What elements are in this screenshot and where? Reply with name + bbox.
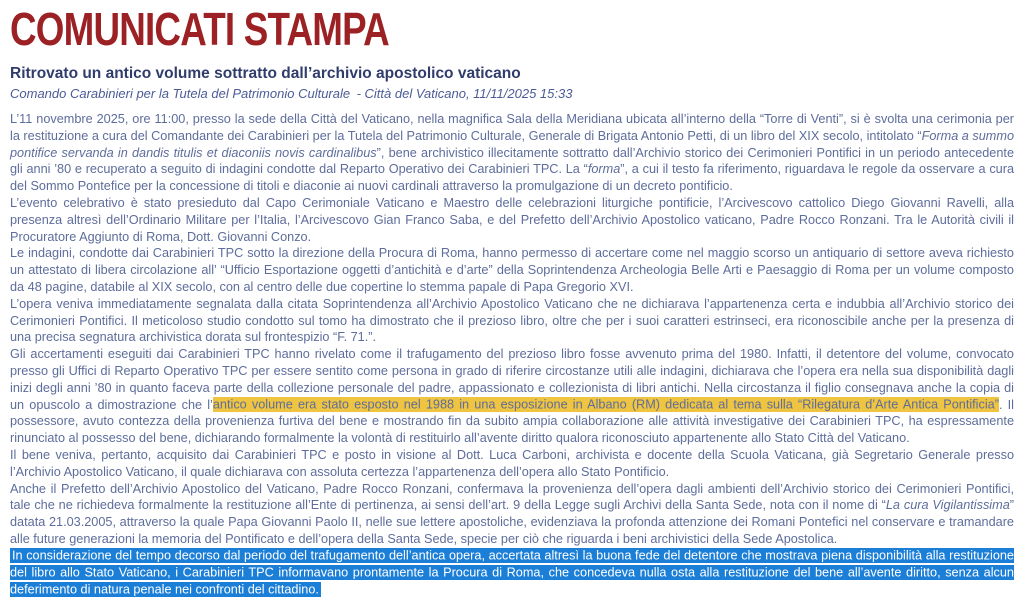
article-body <box>10 111 1014 598</box>
body-text: . Il possessore, avuto contezza della provenienza furtiva del bene e mostrando fin da subito ampia collaborazione alle attività investigative dei Carabinieri TPC, ha espressamente rinunciato al possesso del bene, dichiarando formalmente la volontà di restituirlo all’avente diritto qualora riconosciuto appartenente allo Stato Città del Vaticano. <box>10 397 1014 446</box>
article-paragraph <box>10 481 1014 548</box>
article-paragraph <box>10 548 1014 598</box>
article-paragraph <box>10 346 1014 447</box>
italic-text: Forma a summo pontifice servanda in dandis titulis et diaconiis novis cardinalibus <box>10 128 1014 160</box>
body-text: L’evento celebrativo è stato presieduto dal Capo Cerimoniale Vaticano e Maestro delle celebrazioni liturgiche pontificie, l’Arcivescovo cattolico Diego Giovanni Ravelli, alla presenza altresì dell’Ordinario Militare per l’Italia, l’Arcivescovo Gian Franco Saba, e del Prefetto dell’Archivio Apostolico vaticano, Padre Rocco Ronzani. Tra le Autorità civili il Procuratore Aggiunto di Roma, Dott. Giovanni Conzo. <box>10 195 1014 244</box>
highlighted-text-blue: In considerazione del tempo decorso dal periodo del trafugamento dell’antica opera, accertata altresì la buona fede del detentore che mostrava piena disponibilità alla restituzione del libro allo Stato Vaticano, i Carabinieri TPC informavano prontamente la Procura di Roma, che concedeva nulla osta alla restituzione del bene all’avente diritto, senza alcun deferimento di natura penale nei confronti del cittadino. <box>10 548 1014 597</box>
body-text: Il bene veniva, pertanto, acquisito dai Carabinieri TPC e posto in visione al Dott. Luca Carboni, archivista e docente della Scuola Vaticana, già Segretario Generale presso l’Archivio Apostolico Vaticano, il quale dichiarava con assoluta certezza l’appartenenza dell’opera allo Stato Pontificio. <box>10 447 1014 479</box>
body-text: ” datata 21.03.2005, attraverso la quale Papa Giovanni Paolo II, nelle sue lettere apostoliche, evidenziava la profonda attenzione dei Romani Pontefici nel conservare e tramandare alle future generazioni la memoria del Pontificato e dell’opera della Santa Sede, specie per ciò che riguarda i beni archivistici della Sede Apostolica. <box>10 498 1014 546</box>
body-text: Anche il Prefetto dell’Archivio Apostolico del Vaticano, Padre Rocco Ronzani, confermava la provenienza dell’opera dagli ambienti dell’Archivio storico dei Cerimonieri Pontifici, tale che ne richiedeva formalmente la restituzione all’Ente di pertinenza, ai sensi dell’art. 9 della Legge sugli Archivi della Santa Sede, nota con il nome di “ <box>10 481 1014 513</box>
italic-text: forma <box>587 162 621 177</box>
article-paragraph <box>10 296 1014 346</box>
italic-text: La cura Vigilantissima <box>885 498 1010 513</box>
body-text: ”, bene archivistico illecitamente sottratto dall’Archivio storico dei Cerimonieri Pontifici in un periodo antecedente gli anni ’80 e recuperato a seguito di indagini condotte dal Reparto Operativo dei Carabinieri TPC. La “ <box>10 145 1014 177</box>
body-text: Gli accertamenti eseguiti dai Carabinieri TPC hanno rivelato come il trafugamento del prezioso libro fosse avvenuto prima del 1980. Infatti, il detentore del volume, convocato presso gli Uffici di Reparto Operativo TPC per essere sentito come persona in grado di riferire circostanze utili alle indagini, dichiarava che l’opera era nella sua disponibilità dagli inizi degli anni ’80 in quanto faceva parte della collezione personale del padre, appassionato e collezionista di libri antichi. Nella circostanza il figlio consegnava anche la copia di un opuscolo a dimostrazione che l’ <box>10 347 1014 412</box>
body-text: Le indagini, condotte dai Carabinieri TPC sotto la direzione della Procura di Roma, hanno permesso di accertare come nel maggio scorso un antiquario di settore aveva richiesto un attestato di libera circolazione all’ “Ufficio Esportazione oggetti d’antichità e d’arte” della Soprintendenza Archeologia Belle Arti e Paesaggio di Roma per un volume composto da 48 pagine, databile al XIX secolo, con al centro delle due copertine lo stemma papale di Papa Gregorio XVI. <box>10 246 1014 294</box>
body-text: L’11 novembre 2025, ore 11:00, presso la sede della Città del Vaticano, nella magnifica Sala della Meridiana ubicata all’interno della “Torre di Venti”, si è svolta una cerimonia per la restituzione a cura del Comandante dei Carabinieri per la Tutela del Patrimonio Culturale, Generale di Brigata Antonio Petti, di un libro del XIX secolo, intitolato “ <box>10 112 1014 143</box>
page-title: COMUNICATI STAMPA <box>10 3 389 55</box>
body-text: ”, a cui il testo fa riferimento, riguardava le regole da osservare a cura del Sommo Pontefice per la concessione di titoli e diaconie ai nuovi cardinali attraverso la promulgazione di un decreto pontificio. <box>10 162 1014 194</box>
body-text: L’opera veniva immediatamente segnalata dalla citata Soprintendenza all’Archivio Apostolico Vaticano che ne dichiarava l’appartenenza certa e indubbia all’Archivio storico dei Cerimonieri Pontifici. Il meticoloso studio condotto sul tomo ha dimostrato che il prezioso libro, oltre che per i suoi caratteri estrinseci, era riconoscibile anche per la presenza di una precisa segnatura archivistica dorata sul frontespizio “F. 71.”. <box>10 296 1014 345</box>
article-byline: Comando Carabinieri per la Tutela del Patrimonio Culturale - Città del Vaticano, 11/11/2025 15:33 <box>10 86 573 101</box>
article-paragraph <box>10 447 1014 481</box>
article-paragraph <box>10 111 1014 195</box>
article-paragraph <box>10 195 1014 245</box>
article-headline: Ritrovato un antico volume sottratto dall’archivio apostolico vaticano <box>10 65 521 82</box>
article-paragraph <box>10 245 1014 295</box>
highlighted-text-yellow: antico volume era stato esposto nel 1988 in una esposizione in Albano (RM) dedicata al tema sulla “Rilegatura d’Arte Antica Pontificia” <box>212 397 999 412</box>
